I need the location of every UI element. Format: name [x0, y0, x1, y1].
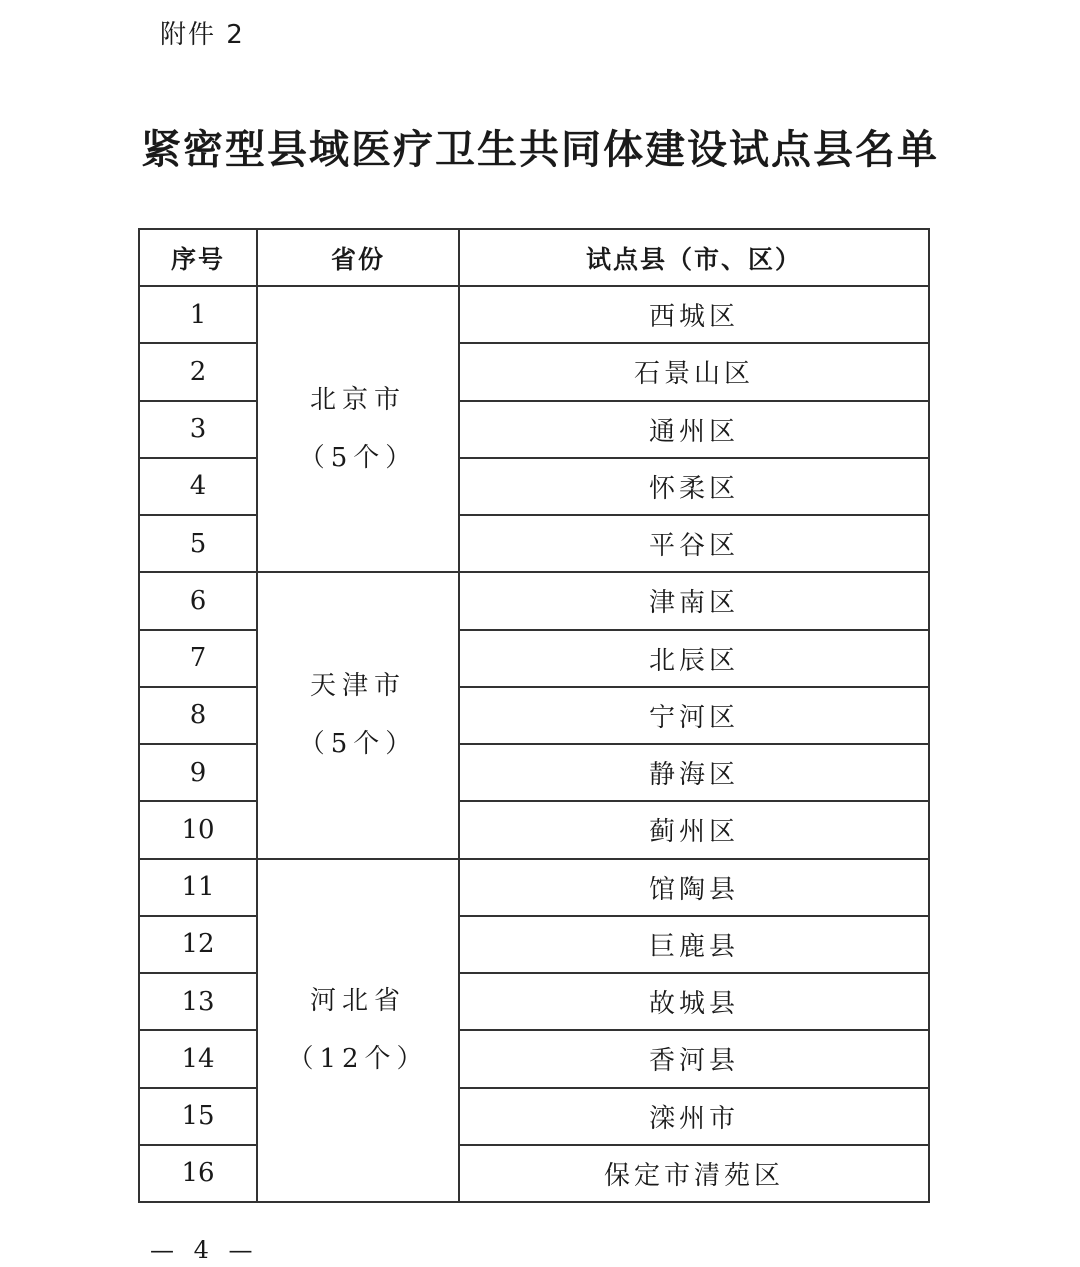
- province-cell: [257, 286, 459, 572]
- row-number: 12: [139, 916, 257, 973]
- table-row: [139, 286, 929, 343]
- county-name: 蓟州区: [459, 801, 929, 858]
- county-name: 静海区: [459, 744, 929, 801]
- row-number: 1: [139, 286, 257, 343]
- row-number: 14: [139, 1030, 257, 1087]
- province-name: 河北省: [309, 986, 406, 1017]
- province-count: （5个）: [298, 443, 418, 474]
- county-name: 巨鹿县: [459, 916, 929, 973]
- row-number: 13: [139, 973, 257, 1030]
- row-number: 5: [139, 515, 257, 572]
- county-name: 馆陶县: [459, 859, 929, 916]
- table-header-row: [139, 229, 929, 286]
- header-seq: 序号: [139, 229, 257, 286]
- pilot-county-table: [138, 228, 930, 1203]
- table-row: [139, 572, 929, 629]
- province-name: 北京市: [309, 385, 406, 416]
- row-number: 16: [139, 1145, 257, 1202]
- header-province: 省份: [257, 229, 459, 286]
- county-name: 保定市清苑区: [459, 1145, 929, 1202]
- province-cell: [257, 572, 459, 858]
- row-number: 10: [139, 801, 257, 858]
- county-name: 怀柔区: [459, 458, 929, 515]
- document-title: 紧密型县域医疗卫生共同体建设试点县名单: [141, 127, 939, 173]
- county-name: 故城县: [459, 973, 929, 1030]
- county-name: 北辰区: [459, 630, 929, 687]
- row-number: 7: [139, 630, 257, 687]
- county-name: 香河县: [459, 1030, 929, 1087]
- attachment-label: 附件 2: [160, 20, 245, 50]
- row-number: 15: [139, 1088, 257, 1145]
- table-body: [139, 286, 929, 1202]
- row-number: 6: [139, 572, 257, 629]
- county-name: 通州区: [459, 401, 929, 458]
- county-name: 宁河区: [459, 687, 929, 744]
- row-number: 11: [139, 859, 257, 916]
- county-name: 津南区: [459, 572, 929, 629]
- row-number: 3: [139, 401, 257, 458]
- province-name: 天津市: [309, 671, 406, 702]
- county-name: 西城区: [459, 286, 929, 343]
- row-number: 4: [139, 458, 257, 515]
- county-name: 滦州市: [459, 1088, 929, 1145]
- province-count: （5个）: [298, 729, 418, 760]
- province-cell: [257, 859, 459, 1203]
- header-county: 试点县（市、区）: [459, 229, 929, 286]
- table-row: [139, 859, 929, 916]
- row-number: 9: [139, 744, 257, 801]
- page-number: — 4 —: [150, 1236, 259, 1264]
- county-name: 平谷区: [459, 515, 929, 572]
- province-count: （12个）: [287, 1044, 429, 1075]
- row-number: 2: [139, 343, 257, 400]
- county-name: 石景山区: [459, 343, 929, 400]
- row-number: 8: [139, 687, 257, 744]
